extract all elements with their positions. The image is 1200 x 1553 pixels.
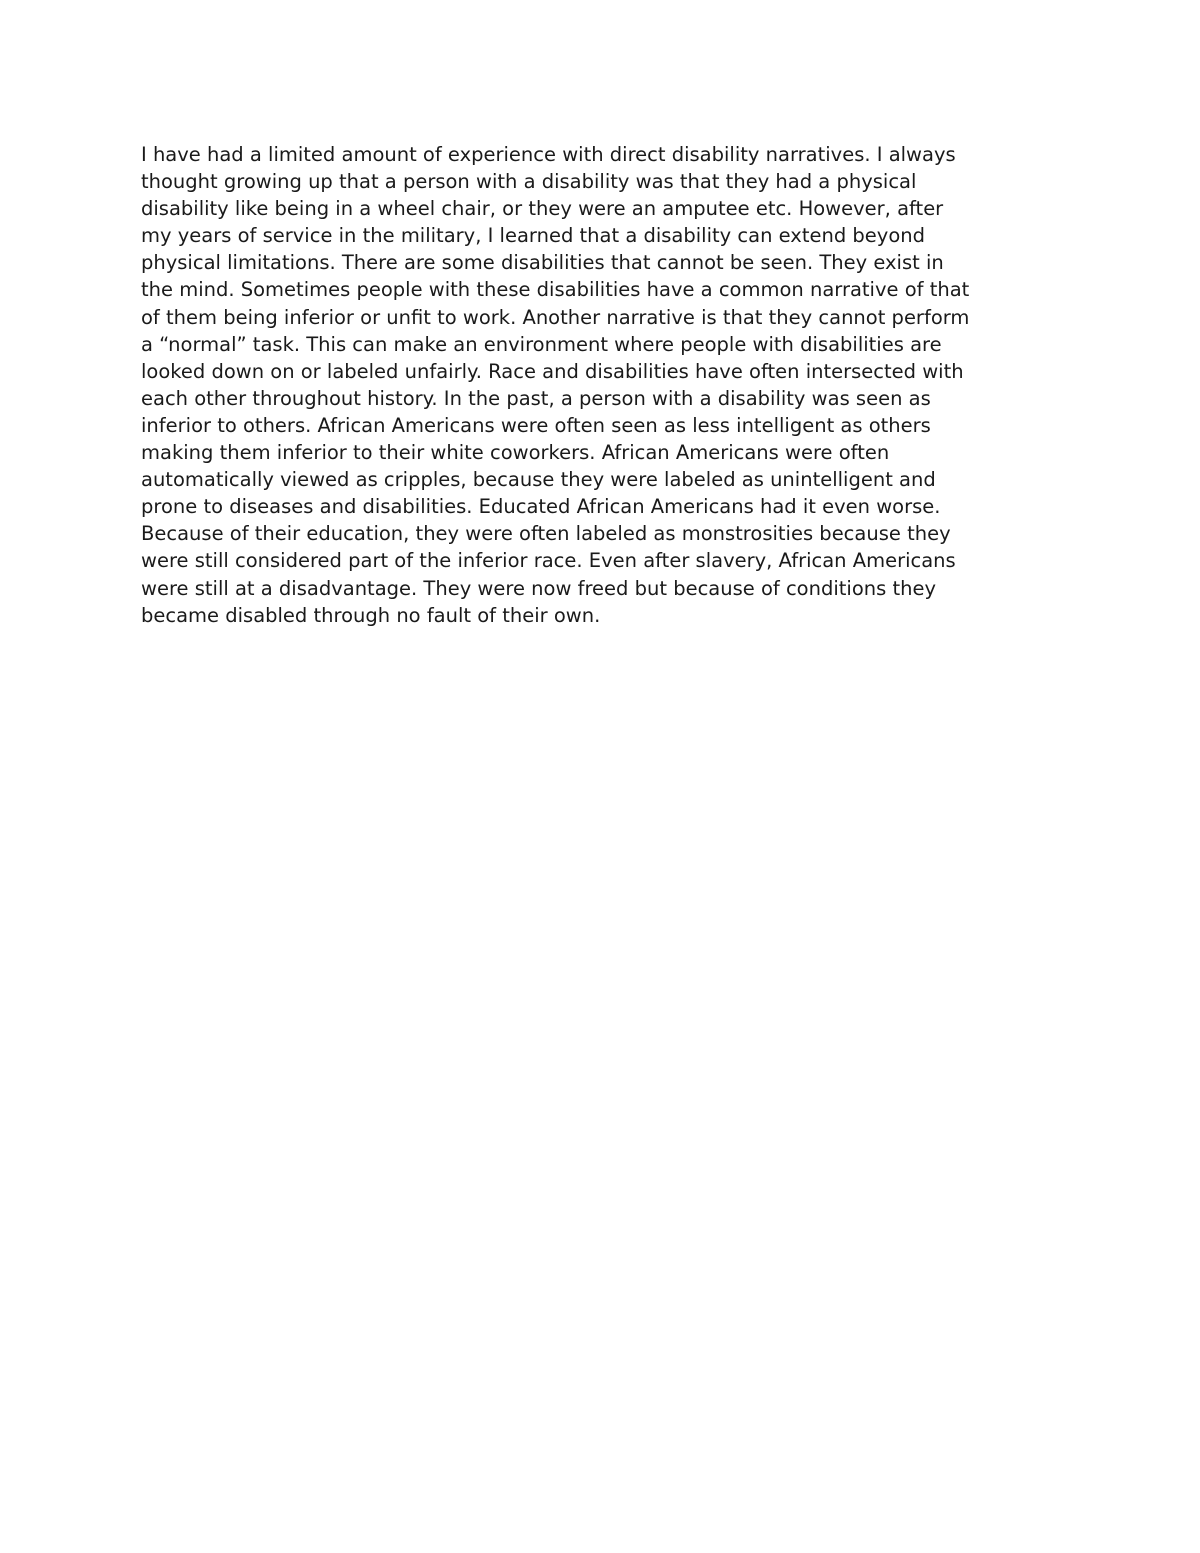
paragraph-line-17: were still at a disadvantage. They were now freed but because of conditions they [141,576,937,600]
paragraph-line-3: disability like being in a wheel chair, or they were an amputee etc. However, after [141,197,944,221]
paragraph-line-13: automatically viewed as cripples, because they were labeled as unintelligent and [141,468,936,492]
paragraph-line-10: each other throughout history. In the past, a person with a disability was seen as [141,386,931,410]
paragraph-line-1: I have had a limited amount of experience with direct disability narratives. I always [141,143,956,166]
paragraph-line-6: the mind. Sometimes people with these disabilities have a common narrative of that [141,278,970,302]
paragraph-line-16: were still considered part of the inferior race. Even after slavery, African Americans [141,549,956,573]
paragraph-line-2: thought growing up that a person with a disability was that they had a physical [141,170,917,194]
paragraph-line-9: looked down on or labeled unfairly. Race and disabilities have often intersected with [141,359,964,383]
paragraph-line-14: prone to diseases and disabilities. Educated African Americans had it even worse. [141,495,941,519]
paragraph-line-7: of them being inferior or unfit to work. Another narrative is that they cannot perform [141,305,970,329]
paragraph-line-15: Because of their education, they were often labeled as monstrosities because they [141,522,951,546]
paragraph-line-18: became disabled through no fault of their own. [141,603,601,627]
paragraph-line-8: a “normal” task. This can make an environment where people with disabilities are [141,332,942,356]
body-paragraph [141,141,1071,629]
paragraph-line-5: physical limitations. There are some disabilities that cannot be seen. They exist in [141,251,944,275]
paragraph-line-12: making them inferior to their white coworkers. African Americans were often [141,441,890,465]
paragraph-line-11: inferior to others. African Americans were often seen as less intelligent as others [141,413,931,437]
paragraph-line-4: my years of service in the military, I learned that a disability can extend beyond [141,224,925,248]
